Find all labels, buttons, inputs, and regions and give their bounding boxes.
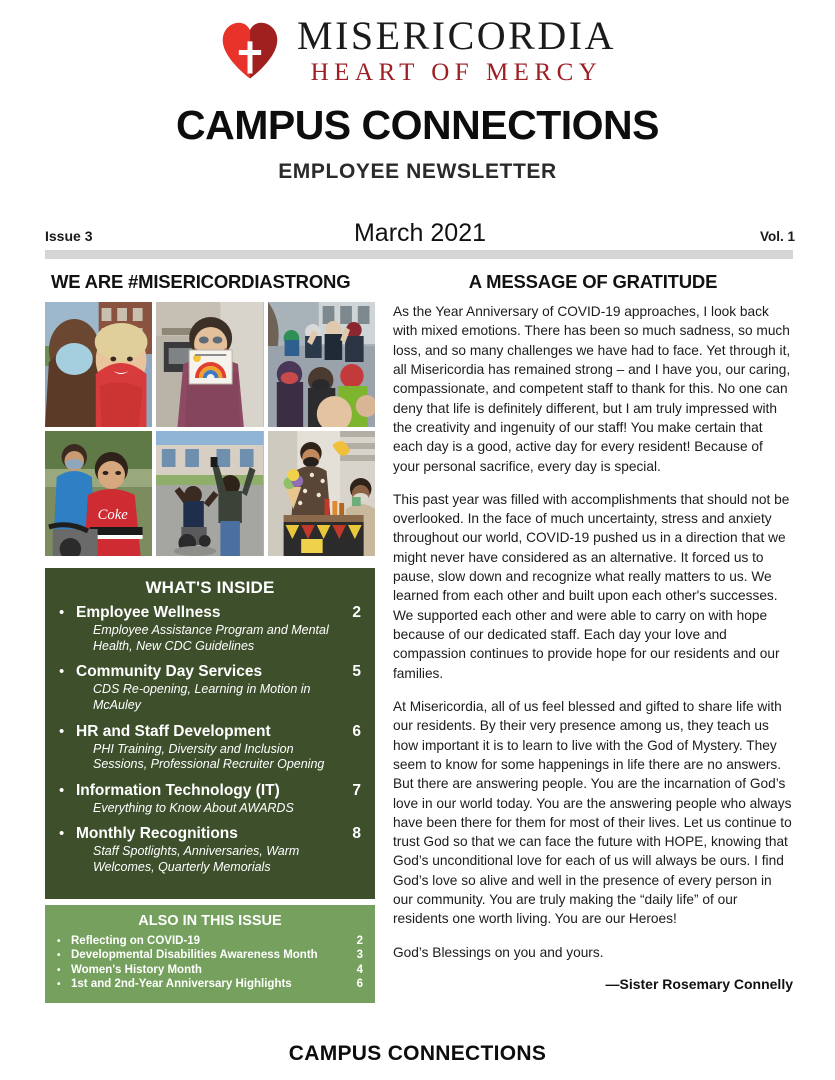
photo-staff-with-resident-wheelchair <box>45 431 152 556</box>
also-item-page: 2 <box>356 934 363 947</box>
page-title: CAMPUS CONNECTIONS <box>175 102 660 148</box>
article-paragraph: As the Year Anniversary of COVID-19 approaches, I look back with mixed emotions. There has been so much sadness, so much loss, and so many challenges we have had to face. Yet through it, all Misericordia has remained strong – and I have you, our caring, compassionate, and competent staff to thank for this. No one can deny that life is definitely different, but I am truly impressed with the creativity and ingenuity of our staff! You make certain that each day is a good, active day for every resident! Because of your personal sacrifice, every day is special. <box>393 304 791 474</box>
toc-item[interactable] <box>59 723 361 773</box>
header-divider <box>45 250 793 259</box>
article-paragraph: This past year was filled with accomplishments that should not be overlooked. In the face of much uncertainty, stress and anxiety throughout our world, COVID-19 pushed us in a direction that we might never have considered as an alternative. It forced us to pause, slow down and recognize what really matters to us. We learned from each other and built upon each other's successes. We supported each other and were able to carry on with hope because of our dedicated staff. Each day your love and compassion continues to provide hope for our residents and our families. <box>393 491 790 681</box>
bullet-icon: • <box>59 604 65 621</box>
left-column <box>45 271 375 1003</box>
also-item-title: Women's History Month <box>71 963 202 976</box>
article-paragraph: God’s Blessings on you and yours. <box>393 944 604 960</box>
bullet-icon: • <box>57 935 61 947</box>
article-body <box>393 302 793 992</box>
split-heart-cross-icon <box>219 19 281 81</box>
toc-item-page: 8 <box>352 825 361 843</box>
photo-resident-holding-rainbow-drawing <box>156 302 263 427</box>
toc-item-title: Information Technology (IT) <box>76 781 280 799</box>
bullet-icon: • <box>57 964 61 976</box>
toc-item-description: PHI Training, Diversity and Inclusion Sessions, Professional Recruiter Opening <box>93 741 325 772</box>
toc-item-description: Everything to Know About AWARDS <box>93 800 294 815</box>
also-list-item[interactable] <box>57 978 363 990</box>
toc-item[interactable] <box>59 604 361 654</box>
toc-item-title: Monthly Recognitions <box>76 825 238 843</box>
toc-item-description: Staff Spotlights, Anniversaries, Warm Welcomes, Quarterly Memorials <box>93 844 300 874</box>
also-item-title: Developmental Disabilities Awareness Month <box>71 949 318 962</box>
toc-item-description: Employee Assistance Program and Mental Health, New CDC Guidelines <box>93 623 329 653</box>
bullet-icon: • <box>59 722 65 740</box>
bullet-icon: • <box>57 950 61 962</box>
also-list-item[interactable] <box>57 935 363 947</box>
right-column <box>393 271 793 1003</box>
issue-number: Issue 3 <box>45 228 93 244</box>
toc-item-title: Community Day Services <box>76 663 263 681</box>
toc-item-title: HR and Staff Development <box>76 722 271 740</box>
also-item-page: 4 <box>356 963 363 976</box>
toc-item-page: 2 <box>352 604 361 621</box>
page-footer: CAMPUS CONNECTIONS <box>288 1042 547 1065</box>
bullet-icon: • <box>57 979 61 991</box>
photo-two-residents-masked-selfie <box>45 302 152 427</box>
issue-bar <box>45 214 795 247</box>
also-item-page: 3 <box>356 949 363 962</box>
page-subtitle: EMPLOYEE NEWSLETTER <box>278 160 557 183</box>
whats-inside-box <box>45 568 375 899</box>
bullet-icon: • <box>59 825 65 843</box>
also-in-this-issue-title: ALSO IN THIS ISSUE <box>138 912 282 929</box>
masthead <box>0 0 835 88</box>
toc-item[interactable] <box>59 825 361 875</box>
toc-item-title: Employee Wellness <box>76 604 221 621</box>
also-item-page: 6 <box>356 978 363 991</box>
toc-item-page: 6 <box>352 722 361 740</box>
toc-item-page: 5 <box>352 663 361 681</box>
brand-tagline: HEART OF MERCY <box>310 58 603 86</box>
volume-number: Vol. 1 <box>759 229 795 244</box>
toc-item-description: CDS Re-opening, Learning in Motion in McAuley <box>93 682 311 712</box>
photo-residents-celebrating-outside <box>156 431 263 556</box>
article-paragraph: At Misericordia, all of us feel blessed and gifted to share life with our residents. By their very presence among us, they teach us how important it is to learn to live with the God of Mystery. They seem to know for some happenings in life there are no answers. But there are answering people. You are the incarnation of God’s love in our world today. You are the answering people who always have been there for them for most of their lives. Let us continue to trust God so that we can face the future with HOPE, knowing that God’s unconditional love for each of us will always be ours. I find God’s love so alive and well in the presence of every person in our community. You are truly making the “daily life” of our residents one worth living. You are our Heroes! <box>393 698 792 927</box>
also-list-item[interactable] <box>57 949 363 961</box>
toc-item[interactable] <box>59 663 361 713</box>
also-list-item[interactable] <box>57 964 363 976</box>
bullet-icon: • <box>59 781 65 799</box>
bullet-icon: • <box>59 663 65 681</box>
brand-wordmark <box>297 12 616 86</box>
photo-group-waving-outdoors <box>268 302 375 427</box>
also-item-title: 1st and 2nd-Year Anniversary Highlights <box>71 978 292 991</box>
photo-ice-cream-social-stand <box>268 431 375 556</box>
issue-date: March 2021 <box>353 219 487 247</box>
article-signature: —Sister Rosemary Connelly <box>605 976 793 992</box>
also-item-title: Reflecting on COVID-19 <box>71 934 201 947</box>
whats-inside-title: WHAT'S INSIDE <box>145 578 275 597</box>
photo-collage <box>45 302 375 556</box>
toc-item[interactable] <box>59 782 361 817</box>
also-in-this-issue-box <box>45 905 375 1003</box>
svg-text:Coke: Coke <box>97 506 128 524</box>
article-heading: A MESSAGE OF GRATITUDE <box>468 271 718 292</box>
brand-name: MISERICORDIA <box>297 12 616 58</box>
toc-item-page: 7 <box>352 781 361 799</box>
section-heading-misericordiastrong: WE ARE #MISERICORDIASTRONG <box>51 271 351 292</box>
content-columns <box>45 271 793 1003</box>
